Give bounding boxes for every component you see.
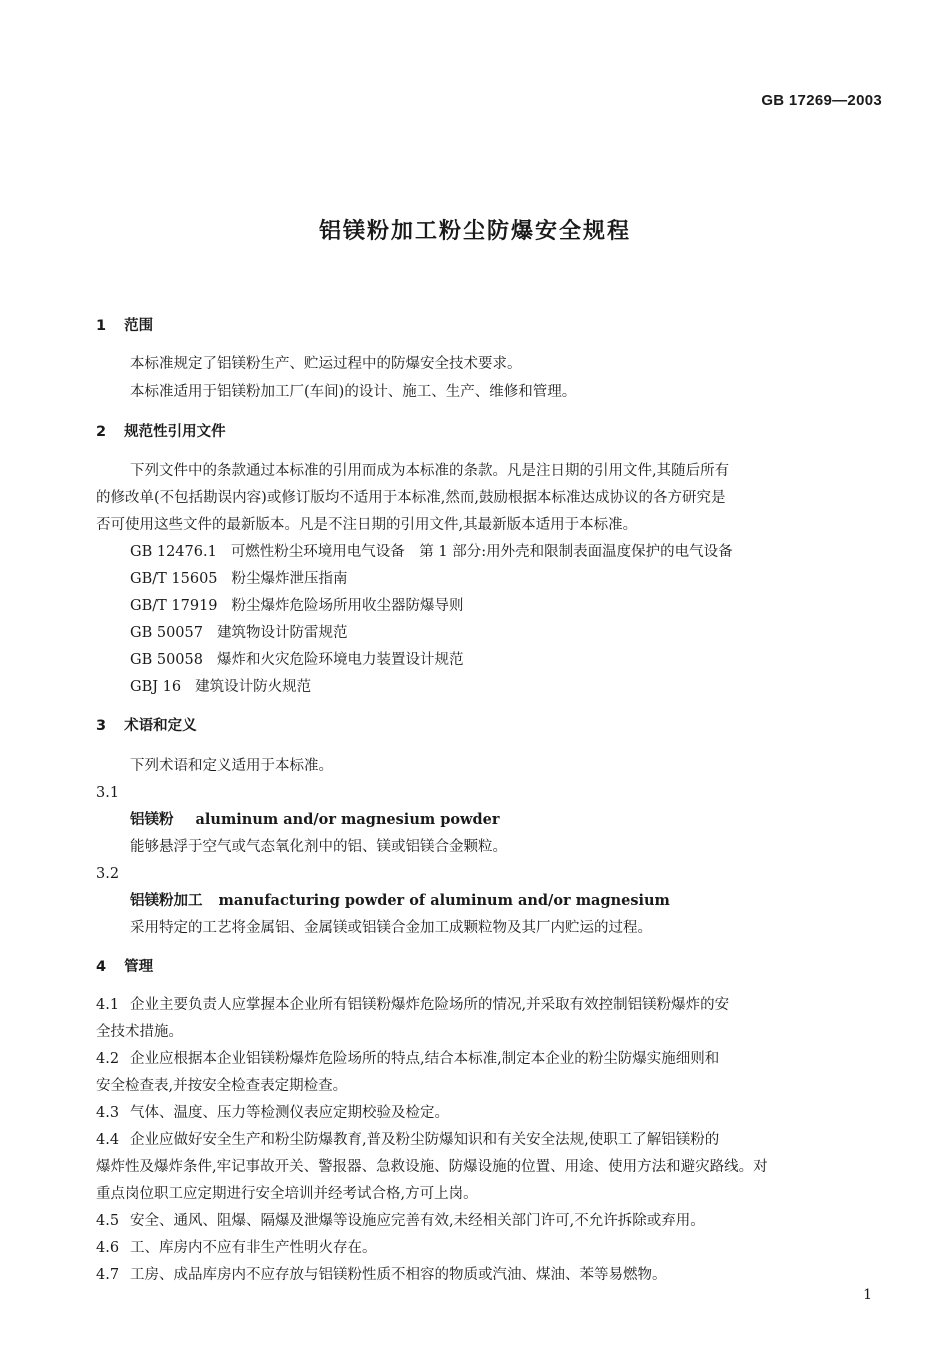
reference-title: 可燃性粉尘环境用电气设备 第 1 部分:用外壳和限制表面温度保护的电气设备	[230, 544, 733, 560]
section-title: 管理	[124, 959, 154, 975]
clause-text: 工、库房内不应有非生产性明火存在。	[130, 1240, 377, 1256]
clause-line	[96, 995, 729, 1015]
clause-number: 4.5	[96, 1213, 120, 1229]
clause-text: 工房、成品库房内不应存放与铝镁粉性质不相容的物质或汽油、煤油、苯等易燃物。	[130, 1267, 667, 1283]
reference-code: GBJ 16	[130, 679, 182, 695]
reference-title: 建筑设计防火规范	[195, 679, 312, 695]
clause-text: 企业主要负责人应掌握本企业所有铝镁粉爆炸危险场所的情况,并采取有效控制铝镁粉爆炸的安	[130, 997, 730, 1013]
section-2-heading	[96, 422, 226, 442]
term-number: 3.2	[96, 866, 120, 882]
reference-code: GB/T 17919	[130, 598, 218, 614]
clause-line	[96, 1103, 449, 1123]
clause-continuation: 重点岗位职工应定期进行安全培训并经考试合格,方可上岗。	[96, 1186, 478, 1202]
term-number: 3.1	[96, 785, 120, 801]
section-3-intro: 下列术语和定义适用于本标准。	[130, 758, 333, 774]
section-1-line: 本标准适用于铝镁粉加工厂(车间)的设计、施工、生产、维修和管理。	[130, 384, 577, 400]
term-chinese: 铝镁粉	[130, 811, 174, 828]
clause-text: 企业应根据本企业铝镁粉爆炸危险场所的特点,结合本标准,制定本企业的粉尘防爆实施细则和	[130, 1051, 720, 1067]
reference-title: 爆炸和火灾危险环境电力装置设计规范	[216, 652, 464, 668]
reference-title: 建筑物设计防雷规范	[216, 625, 348, 641]
clause-number: 4.7	[96, 1267, 120, 1283]
standard-code: GB 17269—2003	[761, 92, 882, 109]
section-1-heading	[96, 316, 153, 336]
document-title: 铝镁粉加工粉尘防爆安全规程	[318, 219, 631, 244]
clause-number: 4.4	[96, 1132, 120, 1148]
term-english: aluminum and/or magnesium powder	[195, 811, 500, 828]
reference-item	[130, 677, 311, 697]
section-2-para-line: 的修改单(不包括勘误内容)或修订版均不适用于本标准,然而,鼓励根据本标准达成协议的各方研究是	[96, 490, 726, 506]
reference-item	[130, 623, 347, 643]
clause-continuation: 安全检查表,并按安全检查表定期检查。	[96, 1078, 348, 1094]
clause-number: 4.2	[96, 1051, 120, 1067]
clause-text: 气体、温度、压力等检测仪表应定期校验及检定。	[130, 1105, 449, 1121]
clause-text: 安全、通风、阻爆、隔爆及泄爆等设施应完善有效,未经相关部门许可,不允许拆除或弃用。	[130, 1213, 705, 1229]
section-2-para-line: 下列文件中的条款通过本标准的引用而成为本标准的条款。凡是注日期的引用文件,其随后所有	[130, 463, 730, 479]
reference-item	[130, 569, 348, 589]
reference-item	[130, 650, 463, 670]
section-number: 1	[96, 318, 107, 334]
reference-item	[130, 596, 464, 616]
term-definition: 能够悬浮于空气或气态氧化剂中的铝、镁或铝镁合金颗粒。	[130, 839, 507, 855]
clause-line	[96, 1130, 719, 1150]
reference-code: GB 50057	[130, 625, 203, 641]
clause-continuation: 全技术措施。	[96, 1024, 183, 1040]
clause-line	[96, 1211, 705, 1231]
section-number: 2	[96, 424, 107, 440]
clause-line	[96, 1238, 377, 1258]
section-3-heading	[96, 716, 197, 736]
term-chinese: 铝镁粉加工	[130, 892, 203, 909]
term-english: manufacturing powder of aluminum and/or magnesium	[218, 892, 670, 909]
term-definition: 采用特定的工艺将金属铝、金属镁或铝镁合金加工成颗粒物及其厂内贮运的过程。	[130, 920, 652, 936]
clause-line	[96, 1049, 719, 1069]
section-1-line: 本标准规定了铝镁粉生产、贮运过程中的防爆安全技术要求。	[130, 356, 522, 372]
reference-code: GB 50058	[130, 652, 203, 668]
section-2-para-line: 否可使用这些文件的最新版本。凡是不注日期的引用文件,其最新版本适用于本标准。	[96, 517, 638, 533]
section-title: 范围	[124, 318, 154, 334]
section-title: 术语和定义	[124, 718, 197, 734]
section-4-heading	[96, 957, 153, 977]
section-title: 规范性引用文件	[124, 424, 226, 440]
section-number: 4	[96, 959, 107, 975]
clause-number: 4.6	[96, 1240, 120, 1256]
section-number: 3	[96, 718, 107, 734]
reference-title: 粉尘爆炸泄压指南	[231, 571, 348, 587]
clause-continuation: 爆炸性及爆炸条件,牢记事故开关、警报器、急救设施、防爆设施的位置、用途、使用方法和避灾路线。对	[96, 1159, 768, 1175]
page-number: 1	[863, 1287, 872, 1303]
clause-line	[96, 1265, 667, 1285]
clause-number: 4.3	[96, 1105, 120, 1121]
clause-text: 企业应做好安全生产和粉尘防爆教育,普及粉尘防爆知识和有关安全法规,使职工了解铝镁粉的	[130, 1132, 720, 1148]
reference-item	[130, 542, 733, 562]
reference-code: GB 12476.1	[130, 544, 217, 560]
clause-number: 4.1	[96, 997, 120, 1013]
term-heading	[130, 810, 500, 830]
reference-code: GB/T 15605	[130, 571, 218, 587]
term-heading	[130, 891, 670, 911]
reference-title: 粉尘爆炸危险场所用收尘器防爆导则	[231, 598, 464, 614]
